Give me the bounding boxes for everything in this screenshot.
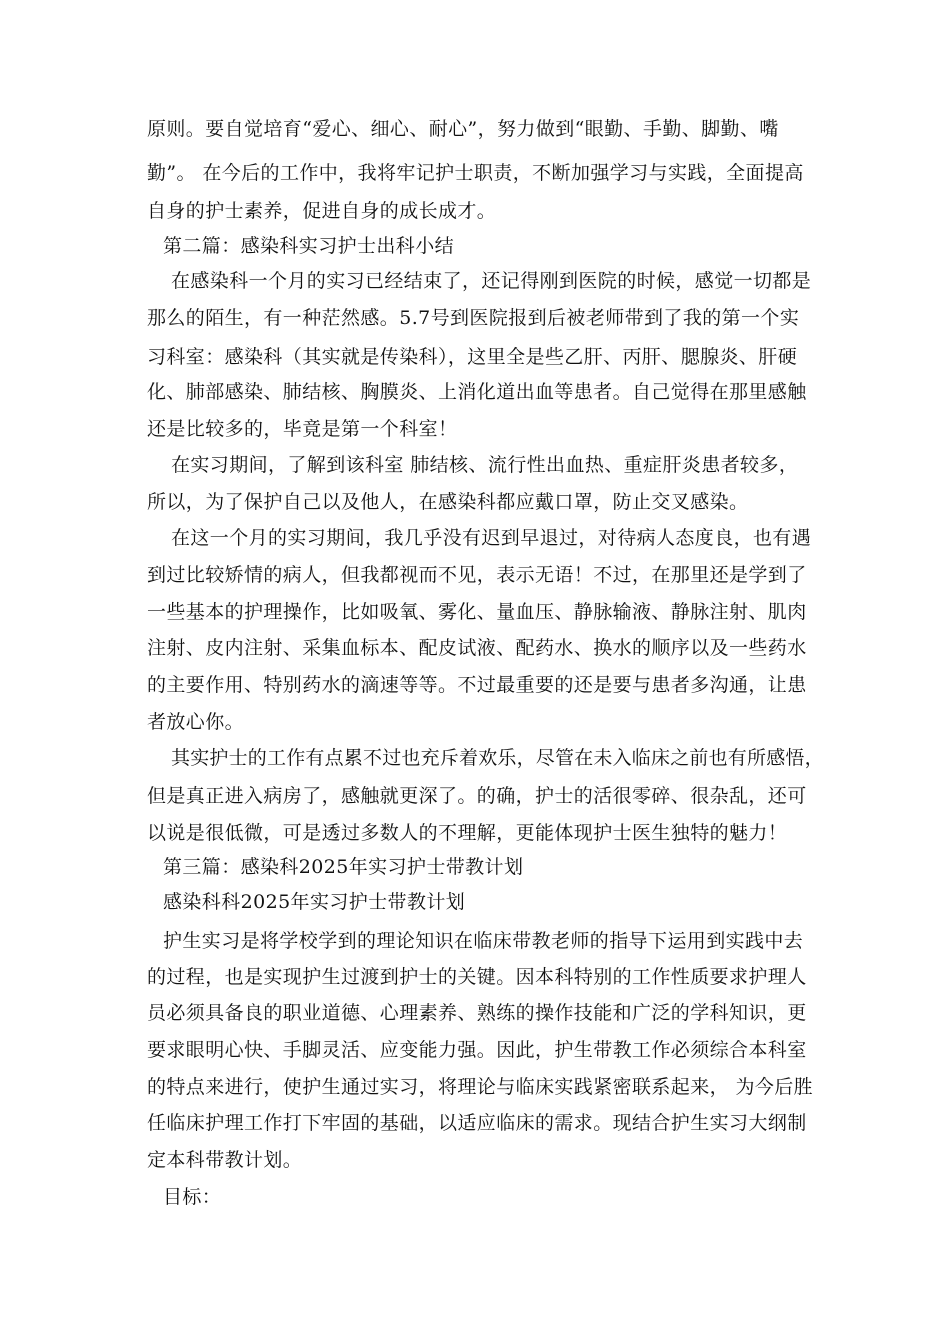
text-line: 在感染科一个月的实习已经结束了，还记得刚到医院的时候，感觉一切都是 [171, 270, 812, 292]
text-line: 注射、皮内注射、采集血标本、配皮试液、配药水、换水的顺序以及一些药水 [147, 637, 807, 659]
text-line: 还是比较多的，毕竟是第一个科室！ [147, 418, 458, 440]
text-line: 的特点来进行，使护生通过实习，将理论与临床实践紧密联系起来， 为今后胜 [147, 1076, 814, 1098]
text-line: 自身的护士素养，促进自身的成长成才。 [147, 200, 497, 222]
section-heading: 第三篇：感染科2025年实习护士带教计划 [163, 856, 524, 878]
text-line: 其实护士的工作有点累不过也充斥着欢乐，尽管在未入临床之前也有所感悟， [171, 747, 824, 769]
text-line: 定本科带教计划。 [147, 1149, 303, 1171]
plan-title: 感染科科2025年实习护士带教计划 [163, 891, 466, 913]
text-line: 护生实习是将学校学到的理论知识在临床带教老师的指导下运用到实践中去 [163, 930, 804, 952]
text-line: 员必须具备良的职业道德、心理素养、熟练的操作技能和广泛的学科知识，更 [147, 1002, 807, 1024]
subheading: 目标： [163, 1186, 222, 1208]
text-line: 以说是很低微，可是透过多数人的不理解，更能体现护士医生独特的魅力！ [147, 822, 788, 844]
text-line: 但是真正进入病房了，感触就更深了。的确，护士的活很零碎、很杂乱，还可 [147, 785, 807, 807]
text-line: 任临床护理工作打下牢固的基础，以适应临床的需求。现结合护生实习大纲制 [147, 1112, 807, 1134]
text-line: 的主要作用、特别药水的滴速等等。不过最重要的还是要与患者多沟通，让患 [147, 674, 807, 696]
text-line: 习科室：感染科（其实就是传染科），这里全是些乙肝、丙肝、腮腺炎、肝硬 [147, 346, 798, 368]
text-line: 要求眼明心快、手脚灵活、应变能力强。因此，护生带教工作必须综合本科室 [147, 1039, 807, 1061]
text-line: 的过程，也是实现护生过渡到护士的关键。因本科特别的工作性质要求护理人 [147, 966, 807, 988]
text-line: 在这一个月的实习期间，我几乎没有迟到早退过，对待病人态度良，也有遇 [171, 527, 812, 549]
section-heading: 第二篇：感染科实习护士出科小结 [163, 235, 455, 257]
text-line: 勤”。 在今后的工作中，我将牢记护士职责，不断加强学习与实践，全面提高 [147, 162, 804, 184]
text-line: 原则。要自觉培育“爱心、细心、耐心”，努力做到“眼勤、手勤、脚勤、嘴 [147, 118, 779, 140]
text-line: 一些基本的护理操作，比如吸氧、雾化、量血压、静脉输液、静脉注射、肌肉 [147, 601, 807, 623]
text-line: 到过比较矫情的病人，但我都视而不见，表示无语！不过，在那里还是学到了 [147, 564, 807, 586]
text-line: 化、肺部感染、肺结核、胸膜炎、上消化道出血等患者。自己觉得在那里感触 [147, 381, 807, 403]
text-line: 在实习期间，了解到该科室 肺结核、流行性出血热、重症肝炎患者较多， [171, 454, 799, 476]
text-line: 者放心你。 [147, 711, 245, 733]
text-line: 所以，为了保护自己以及他人，在感染科都应戴口罩，防止交叉感染。 [147, 491, 749, 513]
text-line: 那么的陌生，有一种茫然感。5.7号到医院报到后被老师带到了我的第一个实 [147, 307, 800, 329]
